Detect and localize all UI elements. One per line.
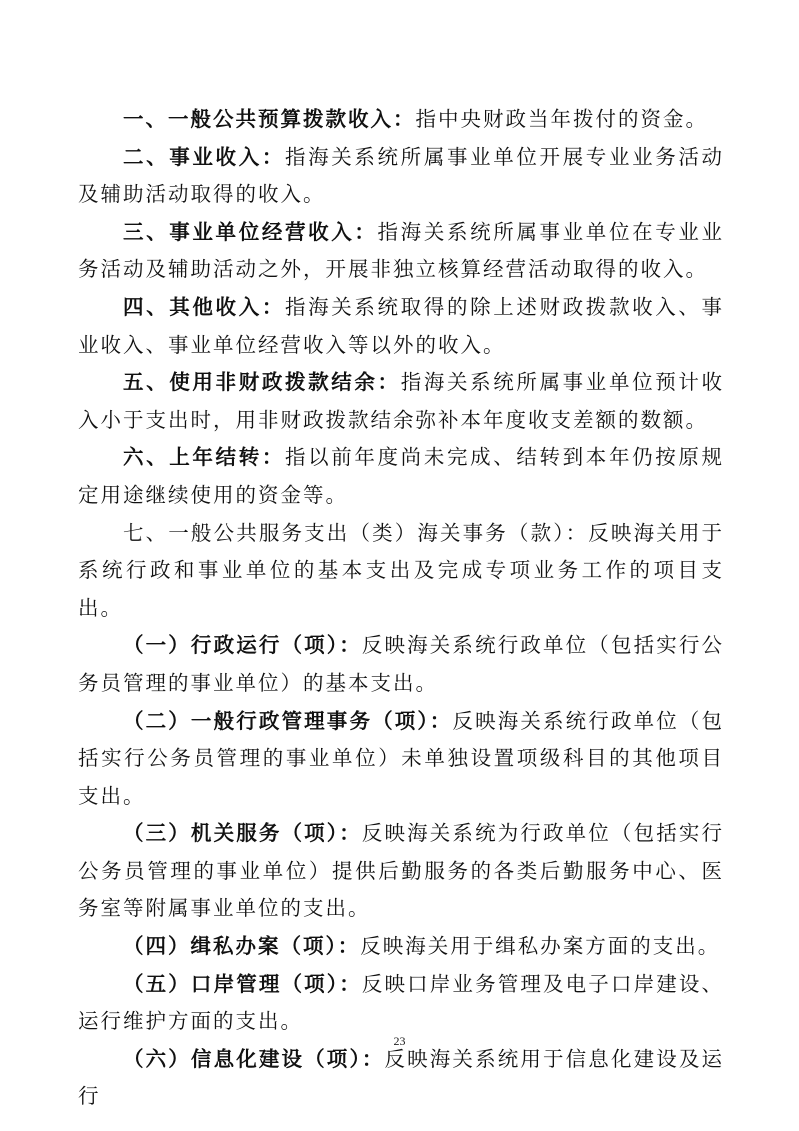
- paragraph-non-fiscal-surplus: [78, 364, 724, 439]
- paragraph-port-management: [78, 966, 724, 1041]
- term-separator: ：: [261, 144, 285, 169]
- paragraph-general-budget-income: [78, 101, 724, 139]
- term-separator: ：: [261, 445, 285, 470]
- paragraph-informatization: [78, 1041, 724, 1116]
- term-label: 二、事业收入: [123, 144, 262, 169]
- term-label: 一、一般公共预算拨款收入: [123, 107, 393, 131]
- paragraph-anti-smuggling: [78, 928, 724, 966]
- term-separator: ：: [337, 934, 361, 959]
- paragraph-public-service-expenditure: [78, 515, 724, 628]
- term-label: （一）行政运行（项）: [123, 633, 340, 658]
- term-definition: 反映海关用于缉私办案方面的支出。: [360, 934, 721, 959]
- term-definition: 反映海关系统行政单位（包括实行公务员管理的事业单位）的基本支出。: [78, 633, 725, 695]
- term-separator: ：: [354, 219, 378, 244]
- term-definition: 反映口岸业务管理及电子口岸建设、运行维护方面的支出。: [78, 971, 725, 1034]
- term-separator: ：: [261, 294, 285, 319]
- term-definition: 指中央财政当年拨付的资金。: [415, 107, 708, 131]
- term-definition: 反映海关系统为行政单位（包括实行公务员管理的事业单位）提供后勤服务的各类后勤服务中心、医务室等附属事业单位的支出。: [78, 821, 725, 921]
- term-definition: 指海关系统所属事业单位预计收入小于支出时，用非财政拨款结余弥补本年度收支差额的数额。: [78, 370, 725, 432]
- paragraph-administrative-operation: [78, 627, 724, 702]
- paragraph-general-administration: [78, 703, 724, 816]
- term-separator: ：: [429, 708, 453, 733]
- term-definition: 指以前年度尚未完成、结转到本年仍按原规定用途继续使用的资金等。: [78, 445, 725, 507]
- term-separator: ：: [339, 971, 362, 996]
- paragraph-agency-services: [78, 815, 724, 928]
- term-separator: ：: [377, 370, 401, 395]
- term-separator: ：: [339, 821, 362, 846]
- term-definition: 指海关系统取得的除上述财政拨款收入、事业收入、事业单位经营收入等以外的收入。: [78, 294, 725, 357]
- paragraph-business-income: [78, 139, 724, 214]
- term-separator: ：: [339, 633, 362, 658]
- term-definition: 反映海关系统行政单位（包括实行公务员管理的事业单位）未单独设置项级科目的其他项目支出。: [78, 708, 725, 808]
- body-text: [78, 101, 724, 1116]
- term-separator: ：: [393, 107, 416, 131]
- paragraph-other-income: [78, 289, 724, 364]
- term-label: 六、上年结转: [123, 445, 262, 470]
- term-definition: 指海关系统所属事业单位开展专业业务活动及辅助活动取得的收入。: [78, 144, 725, 207]
- paragraph-operating-income: [78, 214, 724, 289]
- term-label: 五、使用非财政拨款结余: [123, 370, 378, 395]
- term-label: （五）口岸管理（项）: [123, 971, 340, 996]
- page-number: 23: [393, 1034, 406, 1048]
- term-label: （二）一般行政管理事务（项）: [123, 708, 430, 733]
- paragraph-prior-year-carryover: [78, 439, 724, 514]
- term-definition: 反映海关系统用于信息化建设及运行: [78, 1046, 725, 1109]
- term-label: （三）机关服务（项）: [123, 821, 340, 846]
- term-label: （六）信息化建设（项）: [123, 1046, 362, 1071]
- paragraph-text: 七、一般公共服务支出（类）海关事务（款）：反映海关用于系统行政和事业单位的基本支出及完成专项业务工作的项目支出。: [78, 520, 724, 620]
- term-label: （四）缉私办案（项）: [123, 934, 338, 959]
- term-label: 三、事业单位经营收入: [123, 219, 355, 244]
- term-separator: ：: [361, 1046, 385, 1071]
- term-definition: 指海关系统所属事业单位在专业业务活动及辅助活动之外，开展非独立核算经营活动取得的收入。: [78, 219, 725, 282]
- term-label: 四、其他收入: [123, 294, 262, 319]
